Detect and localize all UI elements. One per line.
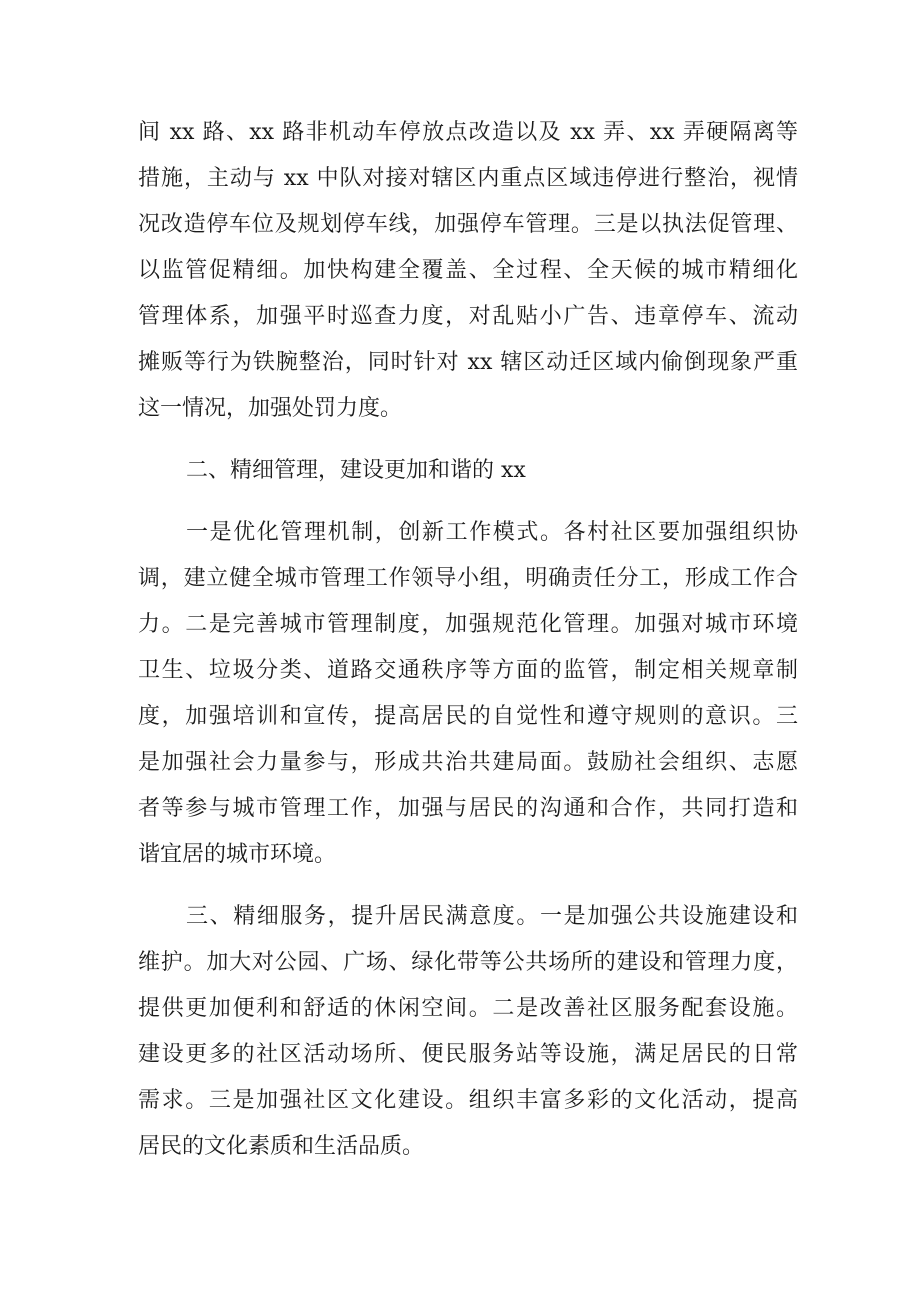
section-heading: 二、精细管理，建设更加和谐的 xx [186, 458, 526, 483]
text-line: 卫生、垃圾分类、道路交通秩序等方面的监管，制定相关规章制 [138, 658, 798, 683]
body-text [138, 110, 798, 1170]
text-line: 度，加强培训和宣传，提高居民的自觉性和遵守规则的意识。三 [138, 704, 798, 729]
text-line: 一是优化管理机制，创新工作模式。各村社区要加强组织协 [186, 520, 798, 545]
text-line: 以监管促精细。加快构建全覆盖、全过程、全天候的城市精细化 [138, 258, 798, 283]
paragraph-3 [138, 894, 798, 1170]
text-line: 间 xx 路、xx 路非机动车停放点改造以及 xx 弄、xx 弄硬隔离等 [138, 120, 798, 145]
text-line: 管理体系，加强平时巡查力度，对乱贴小广告、违章停车、流动 [138, 304, 798, 329]
text-line: 提供更加便利和舒适的休闲空间。二是改善社区服务配套设施。 [138, 996, 798, 1021]
text-line: 是加强社会力量参与，形成共治共建局面。鼓励社会组织、志愿 [138, 750, 798, 775]
text-line: 况改造停车位及规划停车线，加强停车管理。三是以执法促管理、 [138, 212, 798, 237]
text-line: 这一情况，加强处罚力度。 [138, 396, 403, 421]
paragraph-1 [138, 110, 798, 432]
text-line: 谐宜居的城市环境。 [138, 842, 337, 867]
text-line: 需求。三是加强社区文化建设。组织丰富多彩的文化活动，提高 [138, 1088, 798, 1113]
paragraph-2 [138, 510, 798, 878]
paragraph-spacer [138, 494, 798, 510]
text-line: 建设更多的社区活动场所、便民服务站等设施，满足居民的日常 [138, 1042, 798, 1067]
text-line: 三、精细服务，提升居民满意度。一是加强公共设施建设和 [186, 904, 798, 929]
text-line: 力。二是完善城市管理制度，加强规范化管理。加强对城市环境 [138, 612, 798, 637]
text-line: 居民的文化素质和生活品质。 [138, 1134, 425, 1159]
text-line: 调，建立健全城市管理工作领导小组，明确责任分工，形成工作合 [138, 566, 798, 591]
text-line: 维护。加大对公园、广场、绿化带等公共场所的建设和管理力度， [138, 950, 798, 975]
paragraph-spacer [138, 432, 798, 448]
text-line: 摊贩等行为铁腕整治，同时针对 xx 辖区动迁区域内偷倒现象严重 [138, 350, 798, 375]
text-line: 者等参与城市管理工作，加强与居民的沟通和合作，共同打造和 [138, 796, 798, 821]
paragraph-spacer [138, 878, 798, 894]
text-line: 措施，主动与 xx 中队对接对辖区内重点区域违停进行整治，视情 [138, 166, 798, 191]
